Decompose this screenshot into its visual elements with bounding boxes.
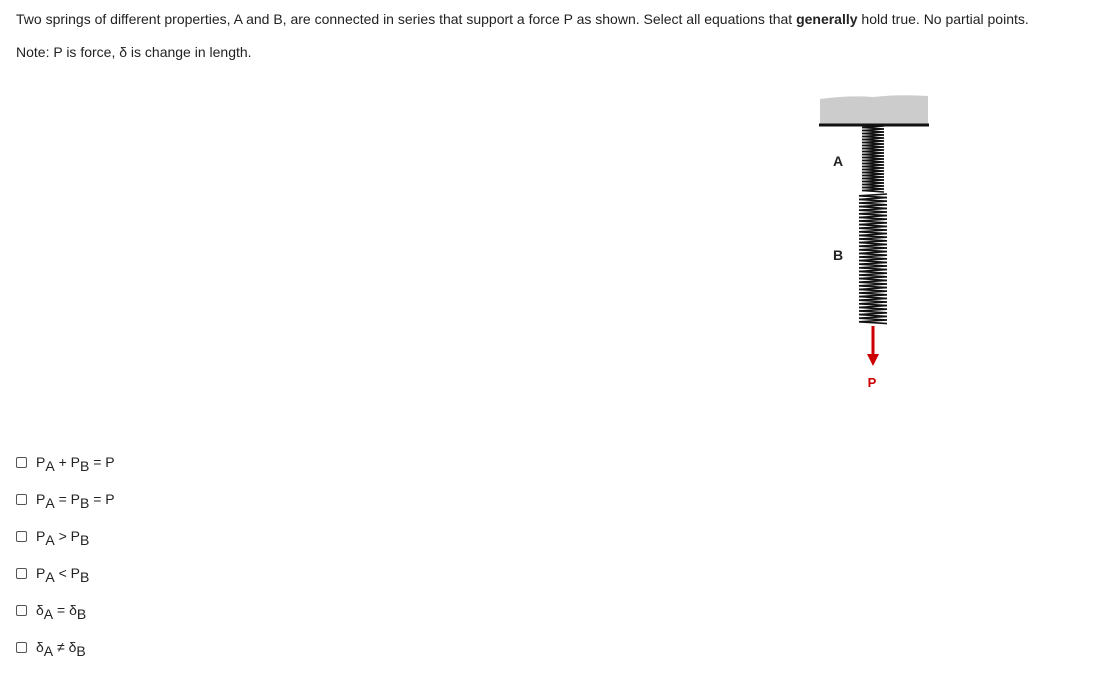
option-pa-plus-pb-equals-p[interactable] bbox=[16, 452, 115, 489]
force-arrow-head bbox=[867, 354, 879, 366]
opt-sub: B bbox=[79, 495, 90, 511]
opt-sub: A bbox=[45, 495, 55, 511]
opt-sym: P bbox=[36, 565, 46, 581]
opt-sym: ≠ δ bbox=[53, 639, 77, 655]
option-label bbox=[36, 600, 86, 620]
opt-sym: + P bbox=[54, 454, 80, 470]
question-emphasis: generally bbox=[796, 11, 858, 27]
question-text-start: Two springs of different properties, A and B, are connected in series that support a force P as shown. Select all equations that bbox=[16, 11, 797, 27]
checkbox[interactable] bbox=[16, 494, 27, 505]
spring-a bbox=[862, 126, 884, 192]
label-b: B bbox=[832, 247, 844, 263]
opt-sym: δ bbox=[36, 639, 44, 655]
opt-sub: A bbox=[45, 532, 55, 548]
opt-sym: P bbox=[36, 454, 46, 470]
opt-sub: A bbox=[43, 643, 54, 659]
option-pa-less-pb[interactable] bbox=[16, 563, 115, 600]
opt-sym: δ bbox=[36, 602, 44, 618]
checkbox[interactable] bbox=[16, 605, 27, 616]
opt-sub: A bbox=[43, 606, 54, 622]
checkbox[interactable] bbox=[16, 531, 27, 542]
option-pa-greater-pb[interactable] bbox=[16, 526, 115, 563]
question-text-end: hold true. No partial points. bbox=[857, 11, 1029, 27]
opt-sym: > P bbox=[54, 528, 80, 544]
opt-sym: = P bbox=[54, 491, 80, 507]
opt-sym: P bbox=[36, 528, 46, 544]
option-label bbox=[36, 563, 89, 583]
option-deltaa-equals-deltab[interactable] bbox=[16, 600, 115, 637]
opt-sub: B bbox=[79, 532, 90, 548]
option-pa-equals-pb-equals-p[interactable] bbox=[16, 489, 115, 526]
ceiling-support bbox=[820, 95, 928, 124]
opt-sym: = P bbox=[89, 454, 115, 470]
opt-sym: < P bbox=[54, 565, 80, 581]
option-label bbox=[36, 637, 86, 657]
opt-sub: B bbox=[76, 643, 86, 659]
checkbox[interactable] bbox=[16, 457, 27, 468]
option-label bbox=[36, 526, 89, 546]
spring-diagram-svg bbox=[815, 90, 935, 395]
label-a: A bbox=[832, 153, 844, 169]
checkbox[interactable] bbox=[16, 642, 27, 653]
checkbox[interactable] bbox=[16, 568, 27, 579]
opt-sub: B bbox=[79, 458, 90, 474]
opt-sub: B bbox=[76, 606, 87, 622]
option-label bbox=[36, 489, 115, 509]
answer-options bbox=[16, 452, 115, 674]
opt-sub: A bbox=[45, 458, 55, 474]
question-text bbox=[16, 10, 1029, 28]
label-p: P bbox=[867, 375, 877, 390]
opt-sub: A bbox=[45, 569, 55, 585]
question-note: Note: P is force, δ is change in length. bbox=[16, 44, 252, 60]
opt-sym: = P bbox=[89, 491, 115, 507]
opt-sym: = δ bbox=[53, 602, 77, 618]
opt-sym: P bbox=[36, 491, 46, 507]
spring-coil bbox=[862, 191, 884, 193]
spring-diagram bbox=[815, 90, 935, 395]
option-label bbox=[36, 452, 115, 472]
opt-sub: B bbox=[79, 569, 90, 585]
spring-coil bbox=[859, 322, 887, 324]
spring-b bbox=[859, 194, 887, 324]
option-deltaa-not-equal-deltab[interactable] bbox=[16, 637, 115, 674]
